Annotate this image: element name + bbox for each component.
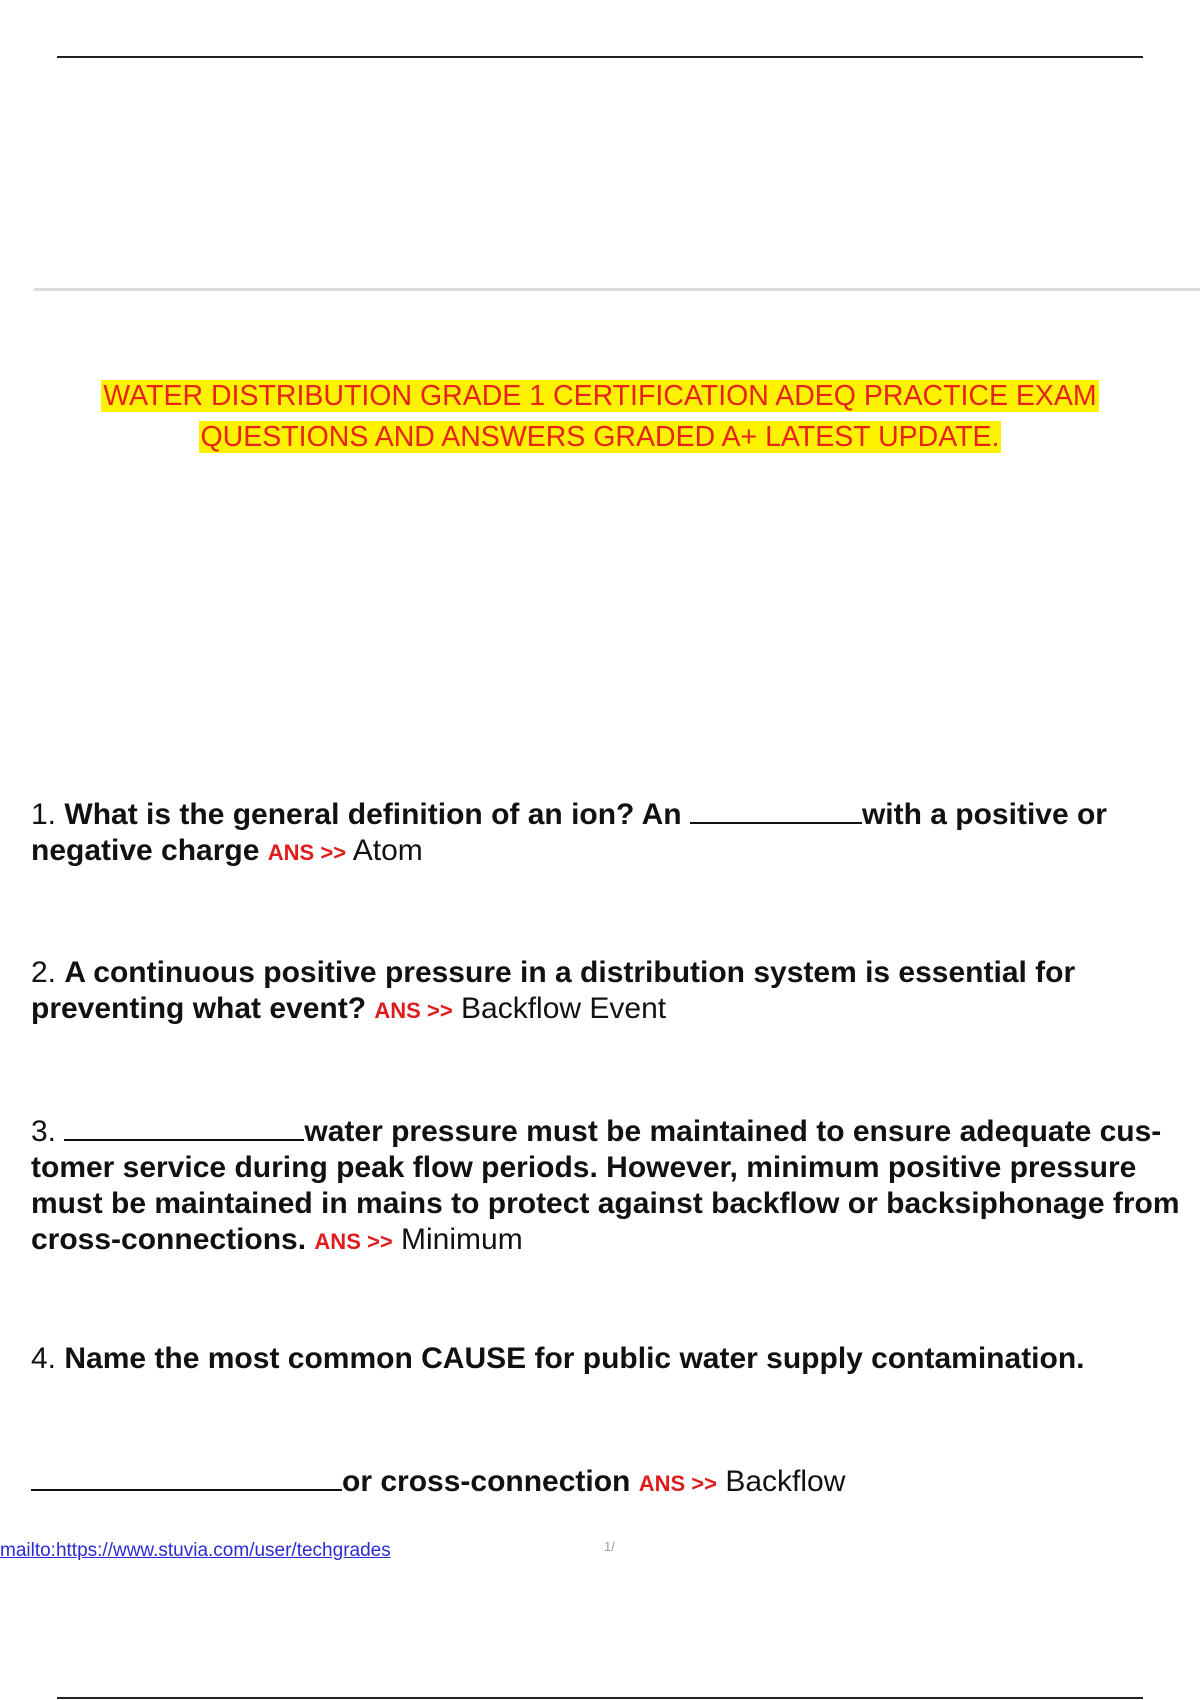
question-text: water pressure must be maintained to ensure adequate cus- bbox=[304, 1115, 1162, 1148]
answer-text: Backflow Event bbox=[461, 992, 667, 1025]
footer-link[interactable]: mailto:https://www.stuvia.com/user/techgrades bbox=[0, 1540, 391, 1561]
ans-tag: ANS >> bbox=[638, 1471, 717, 1496]
page-separator bbox=[34, 288, 1200, 291]
question-text-continued: tomer service during peak flow periods. However, minimum positive pressure must be maintained in mains to protect against backflow or backsiphonage from cross-connections. bbox=[31, 1151, 1180, 1256]
question-number: 4. bbox=[31, 1342, 57, 1375]
bottom-rule bbox=[57, 1697, 1143, 1699]
document-title bbox=[0, 376, 1200, 458]
top-rule bbox=[57, 56, 1143, 58]
question-text: Name the most common CAUSE for public water supply contamination. bbox=[64, 1342, 1085, 1375]
answer-text: Backflow bbox=[725, 1465, 846, 1498]
question-text: A continuous positive pressure in a distribution system is essential for preventing what event? bbox=[31, 956, 1076, 1025]
question-text: What is the general definition of an ion? An bbox=[64, 798, 682, 831]
answer-text: Atom bbox=[352, 834, 423, 867]
answer-blank bbox=[64, 1115, 304, 1141]
ans-tag: ANS >> bbox=[314, 1229, 393, 1254]
answer-text: Minimum bbox=[401, 1223, 523, 1256]
ans-tag: ANS >> bbox=[267, 840, 347, 865]
answer-blank bbox=[31, 1465, 342, 1491]
question-1 bbox=[31, 797, 1200, 871]
title-line-1: WATER DISTRIBUTION GRADE 1 CERTIFICATION ADEQ PRACTICE EXAM bbox=[103, 380, 1097, 412]
question-number: 1. bbox=[31, 798, 57, 831]
ans-tag: ANS >> bbox=[374, 998, 453, 1023]
question-text-continued: with a positive or negative charge bbox=[31, 798, 1107, 867]
question-text-continued: or cross-connection bbox=[342, 1465, 631, 1498]
question-2 bbox=[31, 955, 1200, 1029]
title-line-2: QUESTIONS AND ANSWERS GRADED A+ LATEST UPDATE. bbox=[200, 421, 1000, 453]
question-4 bbox=[31, 1341, 1200, 1377]
question-number: 3. bbox=[31, 1115, 57, 1148]
question-4-answer-line bbox=[31, 1464, 1200, 1502]
page-number: 1/ bbox=[604, 1539, 615, 1554]
question-3 bbox=[31, 1114, 1200, 1260]
answer-blank bbox=[690, 798, 862, 824]
question-number: 2. bbox=[31, 956, 57, 989]
